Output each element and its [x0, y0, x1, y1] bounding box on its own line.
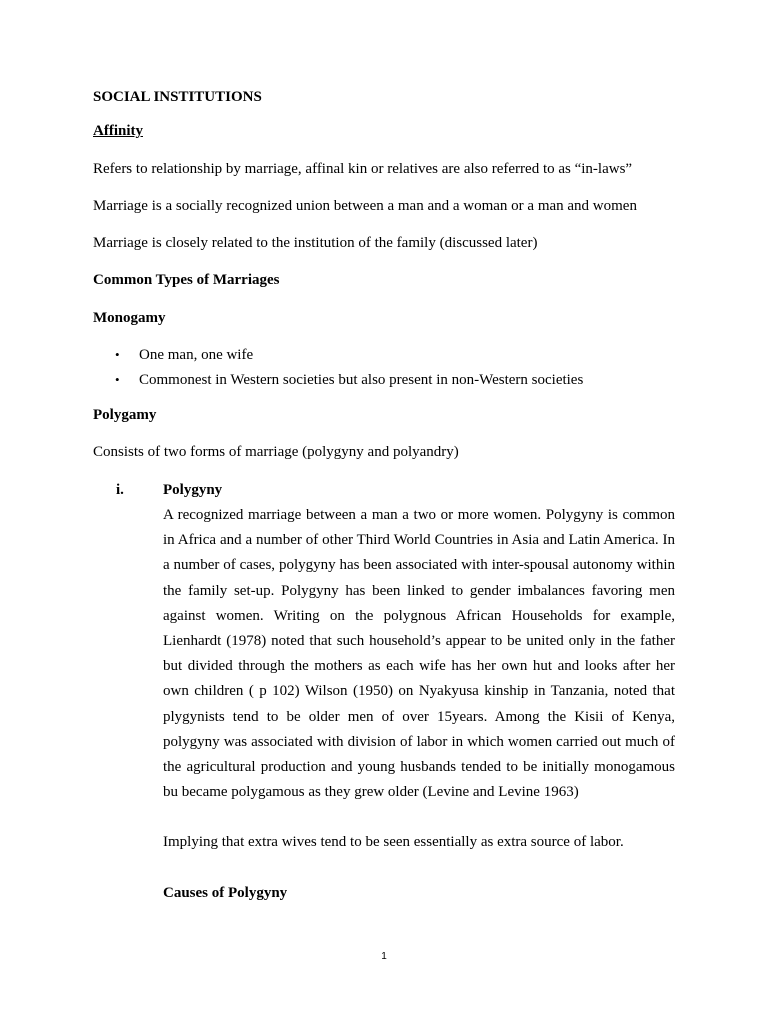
marriage-definition: Marriage is a socially recognized union between a man and a woman or a man and women — [93, 198, 637, 214]
page-title: SOCIAL INSTITUTIONS — [93, 89, 262, 105]
polygamy-definition: Consists of two forms of marriage (polygyny and polyandry) — [93, 444, 459, 460]
affinity-definition: Refers to relationship by marriage, affinal kin or relatives are also referred to as “in-laws” — [93, 161, 633, 177]
list-item: Commonest in Western societies but also present in non-Western societies — [139, 372, 584, 388]
polygamy-heading: Polygamy — [93, 407, 157, 423]
list-numeral: i. — [116, 482, 124, 498]
implying-text: Implying that extra wives tend to be seen essentially as extra source of labor. — [163, 834, 624, 850]
causes-heading: Causes of Polygyny — [163, 885, 288, 901]
types-heading: Common Types of Marriages — [93, 272, 280, 288]
marriage-family-text: Marriage is closely related to the institution of the family (discussed later) — [93, 235, 538, 251]
polygyny-paragraph — [163, 503, 675, 805]
bullet-icon: • — [115, 347, 120, 362]
polygyny-heading: Polygyny — [163, 482, 223, 498]
monogamy-heading: Monogamy — [93, 310, 166, 326]
page-number: 1 — [381, 951, 387, 962]
bullet-icon: • — [115, 372, 120, 387]
affinity-heading: Affinity — [93, 123, 143, 139]
paragraph-text: A recognized marriage between a man a two or more women. Polygyny is common in Africa and a number of other Third World Countries in Asia and Latin America. In a number of cases, polygyny has been associated with inter-spousal autonomy within the family set-up. Polygyny has been linked to gender imbalances favoring men against women. Writing on the polygnous African Households for example, Lienhardt (1978) noted that such household’s appear to be united only in the father but divided through the mothers as each wife has her own hut and looks after her own children ( p 102) Wilson (1950) on Nyakyusa kinship in Tanzania, noted that plygynists tend to be older men of over 15years. Among the Kisii of Kenya, polygyny was associated with division of labor in which women carried out much of the agricultural production and young husbands tended to be initially monogamous bu became polygamous as they grew older (Levine and Levine 1963) — [163, 507, 675, 801]
list-item: One man, one wife — [139, 347, 254, 363]
